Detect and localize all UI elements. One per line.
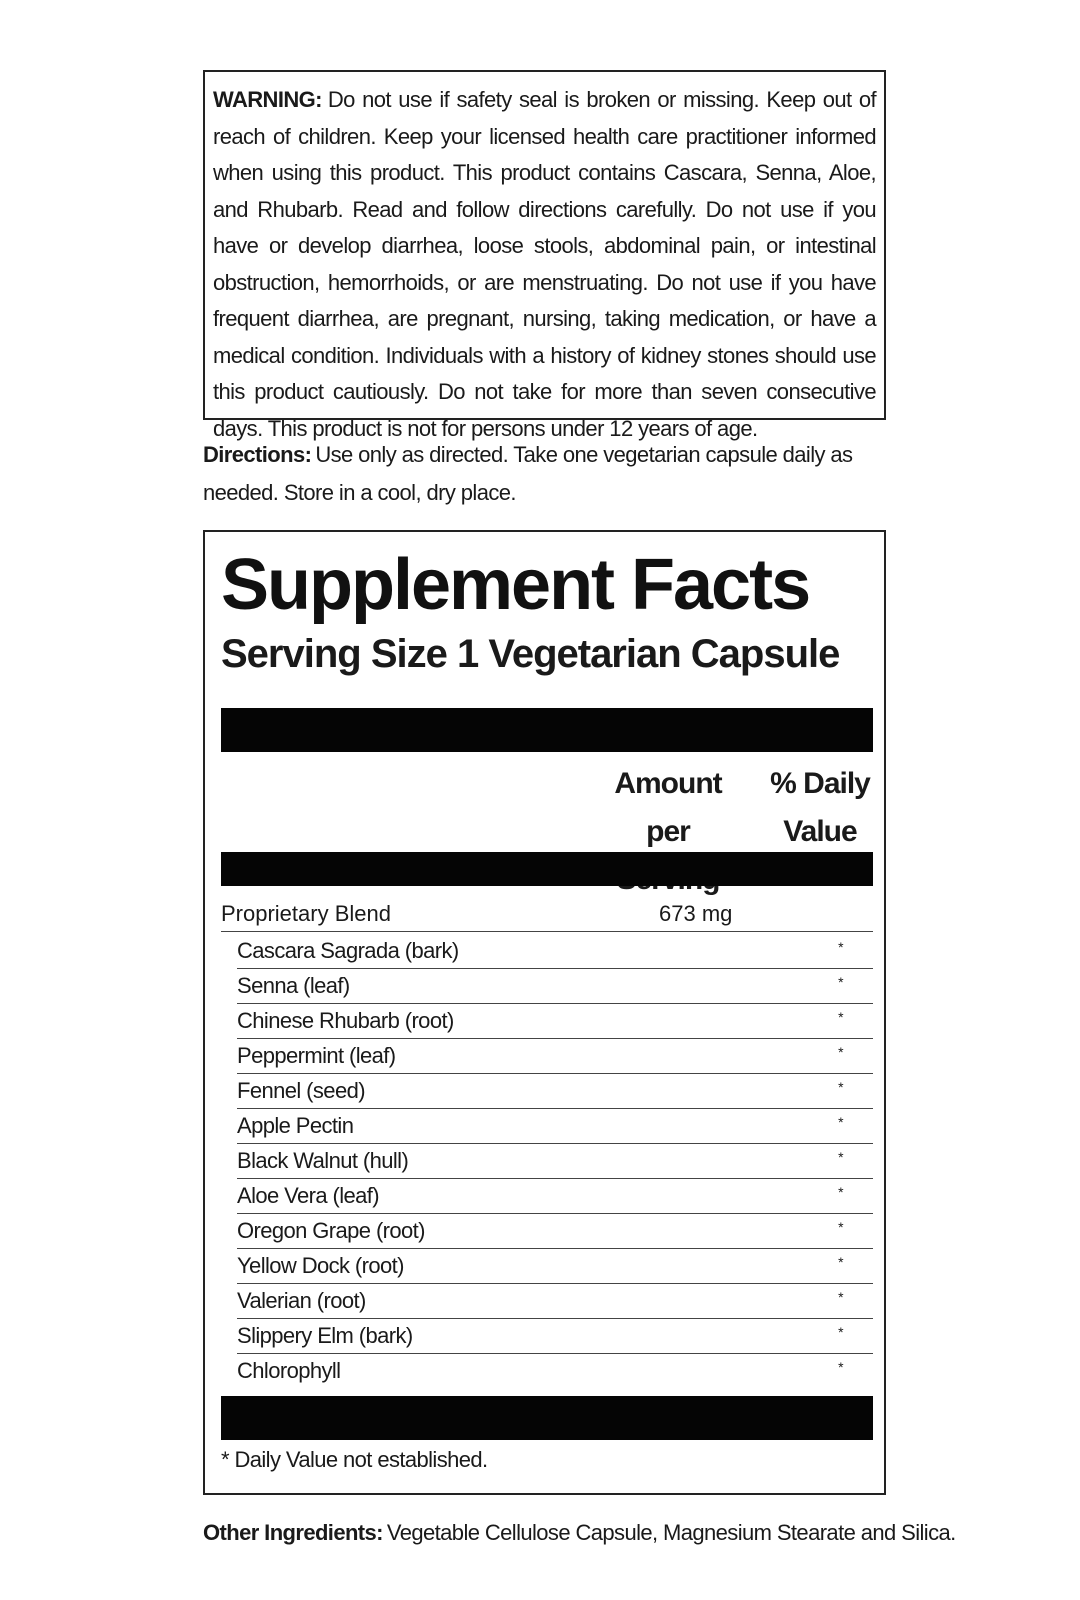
ingredient-name: Senna (leaf) (237, 973, 350, 998)
ingredient-row (237, 934, 873, 969)
warning-box (203, 70, 886, 441)
ingredient-daily-value: * (838, 1254, 843, 1270)
ingredient-name: Cascara Sagrada (bark) (237, 938, 459, 963)
ingredient-daily-value: * (838, 1219, 843, 1235)
ingredient-row (237, 1284, 873, 1319)
ingredient-daily-value: * (838, 1114, 843, 1130)
ingredient-name: Chlorophyll (237, 1358, 341, 1383)
divider-bar-middle (221, 852, 873, 886)
ingredient-row (237, 1144, 873, 1179)
directions-text: Use only as directed. Take one vegetarian capsule daily as needed. Store in a cool, dry place. (203, 442, 853, 505)
ingredient-row (237, 1249, 873, 1284)
ingredient-name: Fennel (seed) (237, 1078, 365, 1103)
ingredient-name: Yellow Dock (root) (237, 1253, 404, 1278)
ingredient-daily-value: * (838, 1324, 843, 1340)
other-ingredients-label: Other Ingredients: (203, 1520, 383, 1545)
ingredient-daily-value: * (838, 1009, 843, 1025)
ingredient-daily-value: * (838, 939, 843, 955)
warning-label: WARNING: (213, 87, 322, 112)
ingredient-row (237, 1109, 873, 1144)
ingredient-daily-value: * (838, 1289, 843, 1305)
ingredient-name: Peppermint (leaf) (237, 1043, 396, 1068)
column-daily-value: % Daily Value (770, 767, 870, 848)
supplement-facts-panel (203, 530, 886, 1495)
footnote: * Daily Value not established. (221, 1447, 488, 1472)
ingredient-list (237, 934, 873, 1389)
blend-name: Proprietary Blend (221, 901, 391, 926)
ingredient-name: Black Walnut (hull) (237, 1148, 409, 1173)
ingredient-row (237, 1214, 873, 1249)
ingredient-row (237, 1354, 873, 1389)
divider-bar-bottom (221, 1396, 873, 1440)
directions-label: Directions: (203, 442, 312, 467)
ingredient-row (237, 1039, 873, 1074)
ingredient-row (237, 1004, 873, 1039)
divider-bar-top (221, 708, 873, 752)
ingredient-name: Oregon Grape (root) (237, 1218, 425, 1243)
directions (203, 436, 888, 512)
ingredient-name: Apple Pectin (237, 1113, 354, 1138)
column-amount-per-serving: Amount per (614, 767, 722, 848)
ingredient-daily-value: * (838, 1149, 843, 1165)
ingredient-daily-value: * (838, 1359, 843, 1375)
ingredient-name: Slippery Elm (bark) (237, 1323, 413, 1348)
blend-row (221, 896, 873, 932)
ingredient-row (237, 1074, 873, 1109)
ingredient-daily-value: * (838, 1079, 843, 1095)
ingredient-name: Aloe Vera (leaf) (237, 1183, 380, 1208)
ingredient-name: Valerian (root) (237, 1288, 366, 1313)
blend-amount: 673 mg (659, 901, 733, 926)
ingredient-row (237, 1319, 873, 1354)
facts-title: Supplement Facts (221, 545, 810, 625)
ingredient-daily-value: * (838, 1044, 843, 1060)
serving-size: Serving Size 1 Vegetarian Capsule (221, 632, 840, 676)
ingredient-row (237, 969, 873, 1004)
ingredient-daily-value: * (838, 1184, 843, 1200)
ingredient-row (237, 1179, 873, 1214)
ingredient-daily-value: * (838, 974, 843, 990)
other-ingredients-text: Vegetable Cellulose Capsule, Magnesium Stearate and Silica. (386, 1520, 956, 1545)
ingredient-name: Chinese Rhubarb (root) (237, 1008, 454, 1033)
warning-text: Do not use if safety seal is broken or missing. Keep out of reach of children. Keep your licensed health care practitioner informed when using this product. This product contains Cascara, Senna, Aloe, and Rhubarb. Read and follow directions carefully. Do not use if you have or develop diarrhea, loose stools, abdominal pain, or intestinal obstruction, hemorrhoids, or are menstruating. Do not use if you have frequent diarrhea, are pregnant, nursing, taking medication, or have a medical condition. Individuals with a history of kidney stones should use this product cautiously. Do not take for more than seven consecutive days. This product is not for persons under 12 years of age. (213, 87, 876, 441)
other-ingredients (203, 1520, 956, 1546)
